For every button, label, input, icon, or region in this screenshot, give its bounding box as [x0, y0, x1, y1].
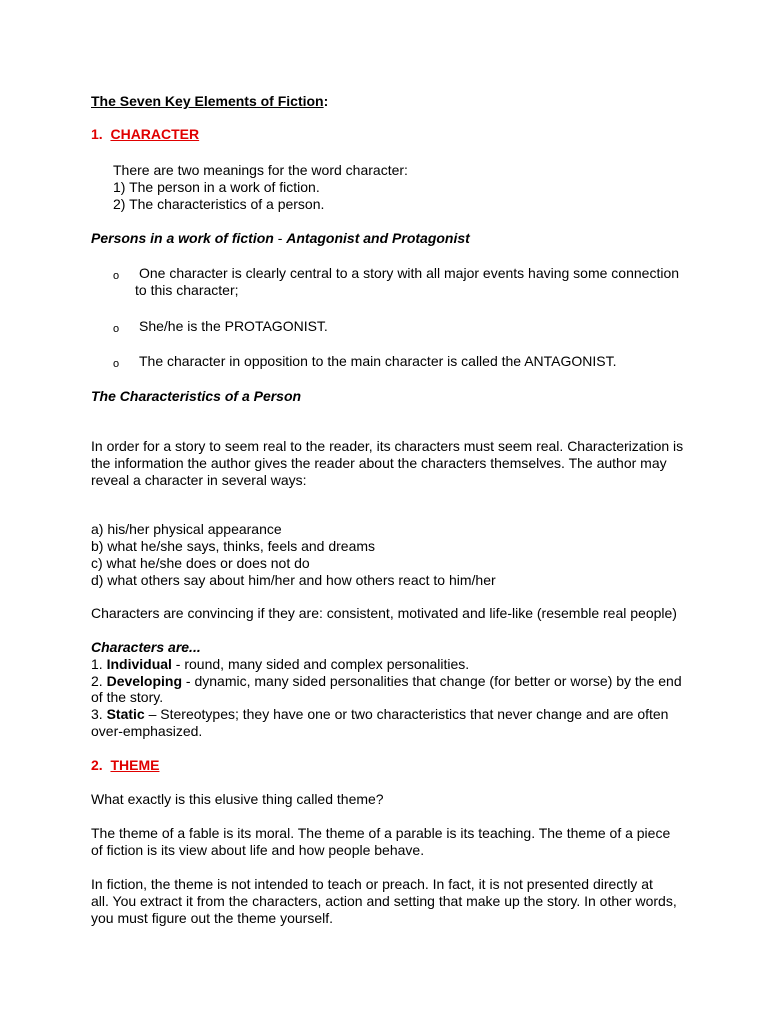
bullet-icon: o: [113, 358, 120, 370]
character-type-static-cont: over-emphasized.: [91, 723, 203, 739]
intro-line-2: 1) The person in a work of fiction.: [113, 179, 320, 195]
paragraph-line: reveal a character in several ways:: [91, 472, 307, 488]
list-item: b) what he/she says, thinks, feels and dreams: [91, 538, 376, 554]
character-type-developing: 2. Developing - dynamic, many sided personalities that change (for better or worse) by the end: [91, 673, 682, 689]
paragraph-line: of fiction is its view about life and how people behave.: [91, 842, 425, 858]
character-type-static: 3. Static – Stereotypes; they have one or two characteristics that never change and are often: [91, 706, 669, 722]
bullet-text-3: The character in opposition to the main character is called the ANTAGONIST.: [139, 353, 617, 369]
paragraph-line: In order for a story to seem real to the reader, its characters must seem real. Characterization is: [91, 438, 684, 454]
subheading-persons: Persons in a work of fiction - Antagonist and Protagonist: [91, 230, 470, 246]
section-heading-theme: 2. THEME: [91, 757, 160, 773]
subheading-characters-are: Characters are...: [91, 639, 201, 655]
paragraph-line: In fiction, the theme is not intended to teach or preach. In fact, it is not presented directly at: [91, 876, 653, 892]
section-heading-character: 1. CHARACTER: [91, 126, 200, 142]
intro-line-1: There are two meanings for the word character:: [113, 162, 408, 178]
character-type-developing-cont: of the story.: [91, 689, 164, 705]
paragraph-line: the information the author gives the reader about the characters themselves. The author may: [91, 455, 667, 471]
bullet-text-1-cont: to this character;: [135, 282, 239, 298]
bullet-text-2: She/he is the PROTAGONIST.: [139, 318, 328, 334]
document-title: The Seven Key Elements of Fiction:: [91, 93, 329, 109]
paragraph-line: you must figure out the theme yourself.: [91, 910, 334, 926]
intro-line-3: 2) The characteristics of a person.: [113, 196, 325, 212]
paragraph-line: all. You extract it from the characters, action and setting that make up the story. In other words,: [91, 893, 677, 909]
list-item: c) what he/she does or does not do: [91, 555, 310, 571]
convincing-line: Characters are convincing if they are: consistent, motivated and life-like (resemble real people): [91, 605, 677, 621]
paragraph-line: The theme of a fable is its moral. The theme of a parable is its teaching. The theme of a piece: [91, 825, 671, 841]
character-type-individual: 1. Individual - round, many sided and complex personalities.: [91, 656, 470, 672]
theme-question: What exactly is this elusive thing called theme?: [91, 791, 384, 807]
bullet-icon: o: [113, 270, 120, 282]
bullet-text-1: One character is clearly central to a story with all major events having some connection: [139, 265, 680, 281]
bullet-icon: o: [113, 323, 120, 335]
list-item: d) what others say about him/her and how others react to him/her: [91, 572, 496, 588]
list-item: a) his/her physical appearance: [91, 521, 282, 537]
subheading-characteristics: The Characteristics of a Person: [91, 388, 302, 404]
